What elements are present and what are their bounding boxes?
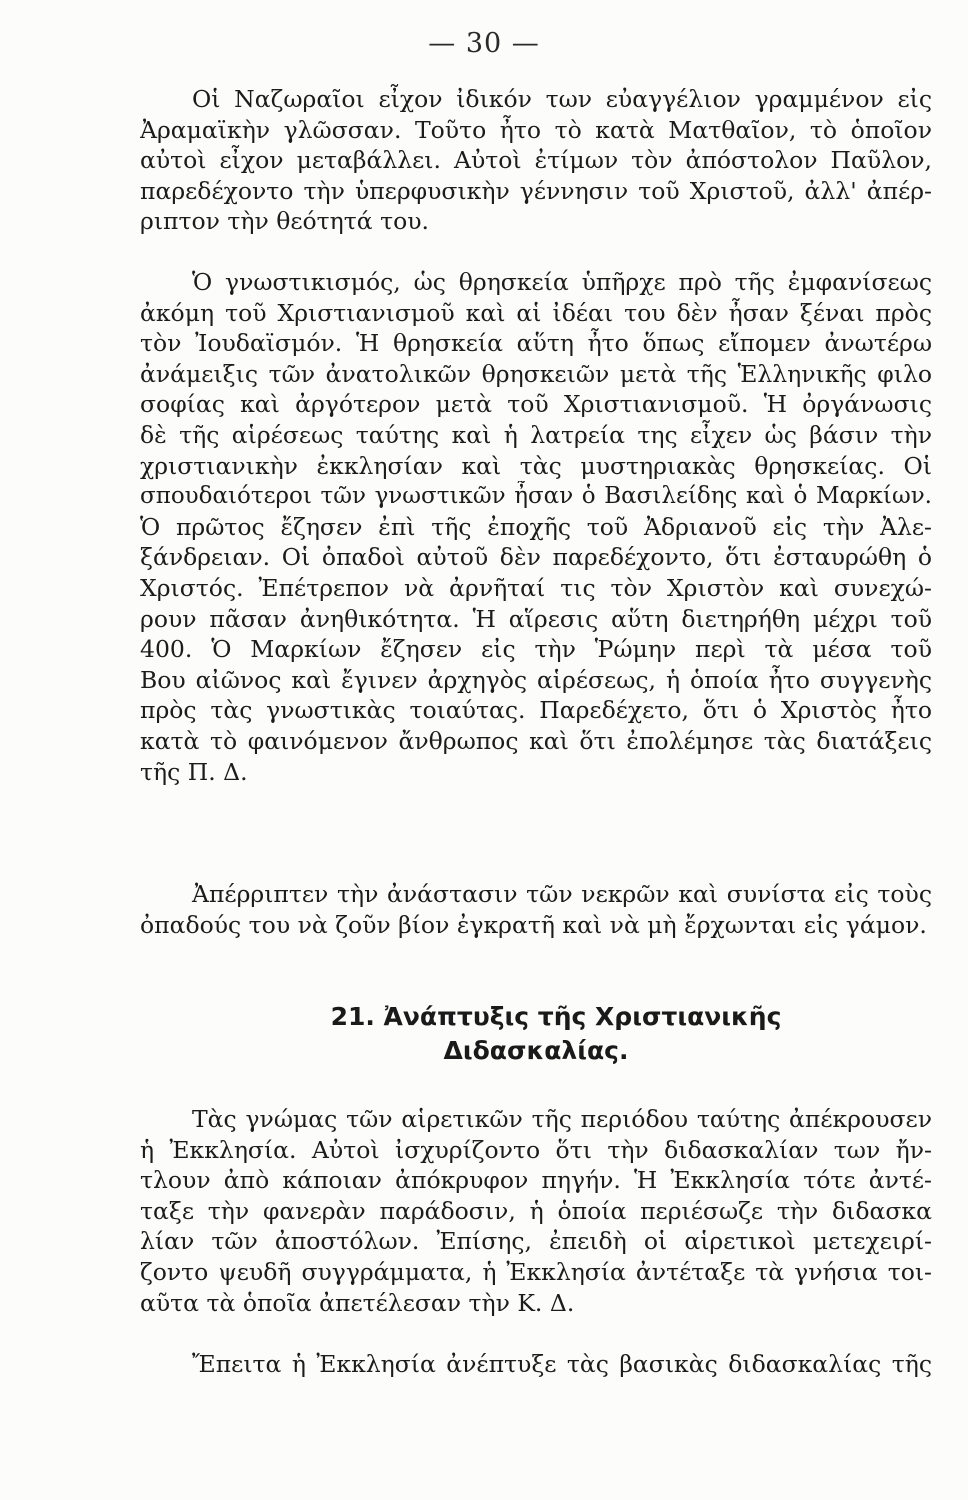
text-line: ριπτον τὴν θεότητά του.	[140, 207, 430, 236]
text-line: τῆς Π. Δ.	[140, 757, 248, 786]
text-line: Τὰς γνώμας τῶν αἱρετικῶν τῆς περιόδου ταύτης ἀπέκρουσεν	[192, 1105, 932, 1133]
text-line: τλουν ἀπὸ κάποιαν ἀπόκρυφον πηγήν. Ἡ Ἐκκλησία τότε ἀντέ-	[140, 1166, 932, 1195]
text-line: Ἔπειτα ἡ Ἐκκλησία ἀνέπτυξε τὰς βασικὰς διδασκαλίας τῆς	[192, 1350, 932, 1378]
text-line: πρὸς τὰς γνωστικὰς τοιαύτας. Παρεδέχετο, ὅτι ὁ Χριστὸς ἦτο	[140, 696, 932, 725]
text-line: Χριστός. Ἐπέτρεπον νὰ ἀρνῆταί τις τὸν Χριστὸν καὶ συνεχώ-	[140, 573, 932, 602]
text-line: χριστιανικὴν ἐκκλησίαν καὶ τὰς μυστηριακὰς θρησκείας. Οἱ	[140, 451, 932, 480]
paragraph-church-response	[140, 1104, 932, 1318]
text-line: Οἱ Ναζωραῖοι εἶχον ἰδικόν των εὐαγγέλιον γραμμένον εἰς	[192, 85, 932, 113]
section-heading-line: Διδασκαλίας.	[443, 1036, 629, 1065]
text-line: ὀπαδούς του νὰ ζοῦν βίον ἐγκρατῆ καὶ νὰ μὴ ἔρχωνται εἰς γάμον.	[140, 910, 927, 939]
text-line: ἡ Ἐκκλησία. Αὐτοὶ ἰσχυρίζοντο ὅτι τὴν διδασκαλίαν των ἤν-	[140, 1135, 932, 1164]
text-line: αῦτα τὰ ὁποῖα ἀπετέλεσαν τὴν Κ. Δ.	[140, 1288, 575, 1317]
text-line: σοφίας καὶ ἀργότερον μετὰ τοῦ Χριστιανισμοῦ. Ἡ ὀργάνωσις	[140, 390, 932, 419]
text-line: ἀνάμειξις τῶν ἀνατολικῶν θρησκειῶν μετὰ τῆς Ἑλληνικῆς φιλο	[140, 359, 932, 388]
page-number: — 30 —	[428, 28, 540, 59]
paragraph-resurrection	[140, 879, 932, 940]
text-line: τὸν Ἰουδαϊσμόν. Ἡ θρησκεία αὕτη ἦτο ὅπως εἴπομεν ἀνωτέρω	[140, 329, 932, 358]
text-line: δὲ τῆς αἱρέσεως ταύτης καὶ ἡ λατρεία της εἶχεν ὡς βάσιν τὴν	[140, 420, 932, 449]
paragraph-nazarenes	[140, 84, 932, 237]
text-line: Ἀραμαϊκὴν γλῶσσαν. Τοῦτο ἦτο τὸ κατὰ Ματθαῖον, τὸ ὁποῖον	[140, 115, 932, 144]
text-line: ταξε τὴν φανερὰν παράδοσιν, ἡ ὁποία περιέσωζε τὴν διδασκα	[140, 1196, 932, 1225]
text-line: κατὰ τὸ φαινόμενον ἄνθρωπος καὶ ὅτι ἐπολέμησε τὰς διατάξεις	[140, 726, 932, 755]
text-line: σπουδαιότεροι τῶν γνωστικῶν ἦσαν ὁ Βασιλείδης καὶ ὁ Μαρκίων.	[140, 483, 932, 510]
section-heading-line: 21. Ἀνάπτυξις τῆς Χριστιανικῆς	[330, 1002, 782, 1031]
text-line: παρεδέχοντο τὴν ὑπερφυσικὴν γέννησιν τοῦ Χριστοῦ, ἀλλ' ἀπέρ-	[140, 176, 932, 205]
paragraph-doctrine	[140, 1349, 932, 1380]
text-line: ζοντο ψευδῆ συγγράμματα, ἡ Ἐκκλησία ἀντέταξε τὰ γνήσια τοι-	[140, 1257, 932, 1286]
text-line: Ὁ πρῶτος ἔζησεν ἐπὶ τῆς ἐποχῆς τοῦ Ἀδριανοῦ εἰς τὴν Ἀλε-	[140, 512, 932, 541]
text-line: ρουν πᾶσαν ἀνηθικότητα. Ἡ αἵρεσις αὕτη διετηρήθη μέχρι τοῦ	[140, 604, 932, 633]
text-line: 400. Ὁ Μαρκίων ἔζησεν εἰς τὴν Ῥώμην περὶ τὰ μέσα τοῦ	[140, 635, 932, 664]
paragraph-gnosticism	[140, 267, 932, 787]
text-line: Βου αἰῶνος καὶ ἔγινεν ἀρχηγὸς αἱρέσεως, ἡ ὁποία ἦτο συγγενὴς	[140, 665, 932, 694]
text-line: αὐτοὶ εἶχον μεταβάλλει. Αὐτοὶ ἐτίμων τὸν ἀπόστολον Παῦλον,	[140, 146, 932, 175]
section-heading	[140, 1000, 932, 1068]
text-line: ξάνδρειαν. Οἱ ὀπαδοὶ αὐτοῦ δὲν παρεδέχοντο, ὅτι ἐσταυρώθη ὁ	[140, 543, 932, 572]
text-line: Ὁ γνωστικισμός, ὡς θρησκεία ὑπῆρχε πρὸ τῆς ἐμφανίσεως	[192, 268, 932, 296]
text-line: ἀκόμη τοῦ Χριστιανισμοῦ καὶ αἱ ἰδέαι του δὲν ἦσαν ξέναι πρὸς	[140, 298, 932, 327]
text-line: Ἀπέρριπτεν τὴν ἀνάστασιν τῶν νεκρῶν καὶ συνίστα εἰς τοὺς	[192, 880, 932, 908]
text-line: λίαν τῶν ἀποστόλων. Ἐπίσης, ἐπειδὴ οἱ αἱρετικοὶ μετεχειρί-	[140, 1227, 932, 1256]
